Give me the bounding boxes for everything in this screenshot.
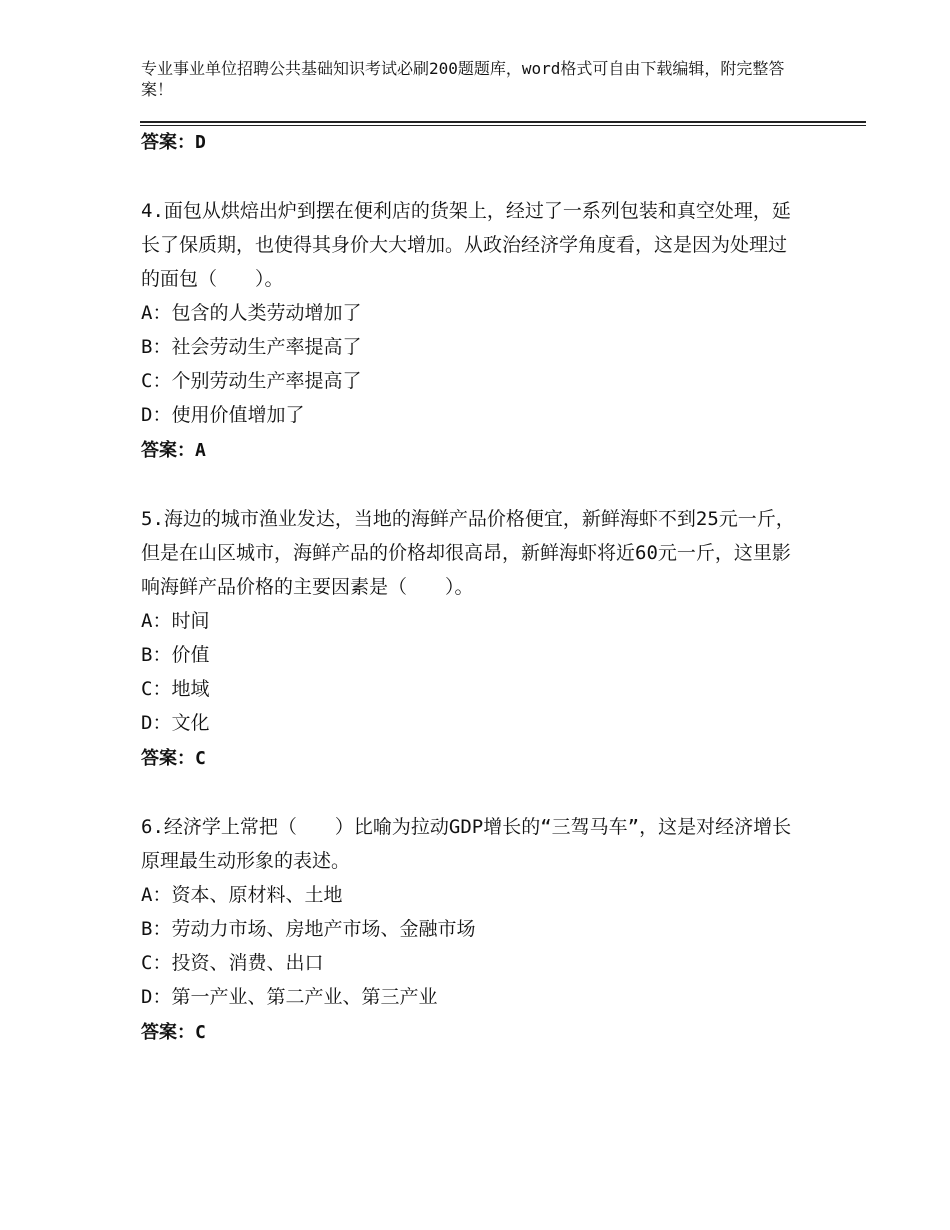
previous-answer: 答案：D bbox=[141, 132, 206, 153]
option-c: C：投资、消费、出口 bbox=[141, 952, 324, 974]
question-stem: 6.经济学上常把（ ）比喻为拉动GDP增长的“三驾马车”，这是对经济增长原理最生动形象的表述。 bbox=[141, 816, 792, 872]
page-header: 专业事业单位招聘公共基础知识考试必刷200题题库，word格式可自由下载编辑，附完整答案！ bbox=[141, 59, 785, 99]
question-5 bbox=[141, 502, 801, 740]
answer-4: 答案：A bbox=[141, 440, 206, 461]
option-b: B：劳动力市场、房地产市场、金融市场 bbox=[141, 918, 476, 940]
answer-5: 答案：C bbox=[141, 748, 206, 769]
question-4 bbox=[141, 194, 801, 432]
option-a: A：资本、原材料、土地 bbox=[141, 884, 343, 906]
header-divider bbox=[140, 121, 866, 123]
question-stem: 5.海边的城市渔业发达，当地的海鲜产品价格便宜，新鲜海虾不到25元一斤，但是在山区城市，海鲜产品的价格却很高昂，新鲜海虾将近60元一斤，这里影响海鲜产品价格的主要因素是（ ）。 bbox=[141, 508, 795, 598]
option-c: C：地域 bbox=[141, 678, 210, 700]
option-d: D：使用价值增加了 bbox=[141, 404, 305, 426]
option-b: B：社会劳动生产率提高了 bbox=[141, 336, 362, 358]
option-a: A：包含的人类劳动增加了 bbox=[141, 302, 362, 324]
question-stem: 4.面包从烘焙出炉到摆在便利店的货架上，经过了一系列包装和真空处理，延长了保质期，也使得其身价大大增加。从政治经济学角度看，这是因为处理过的面包（ ）。 bbox=[141, 200, 791, 290]
answer-6: 答案：C bbox=[141, 1022, 206, 1043]
header-divider-thin bbox=[140, 125, 866, 126]
option-d: D：第一产业、第二产业、第三产业 bbox=[141, 986, 438, 1008]
option-a: A：时间 bbox=[141, 610, 210, 632]
option-c: C：个别劳动生产率提高了 bbox=[141, 370, 362, 392]
option-b: B：价值 bbox=[141, 644, 210, 666]
question-6 bbox=[141, 810, 801, 1014]
option-d: D：文化 bbox=[141, 712, 210, 734]
